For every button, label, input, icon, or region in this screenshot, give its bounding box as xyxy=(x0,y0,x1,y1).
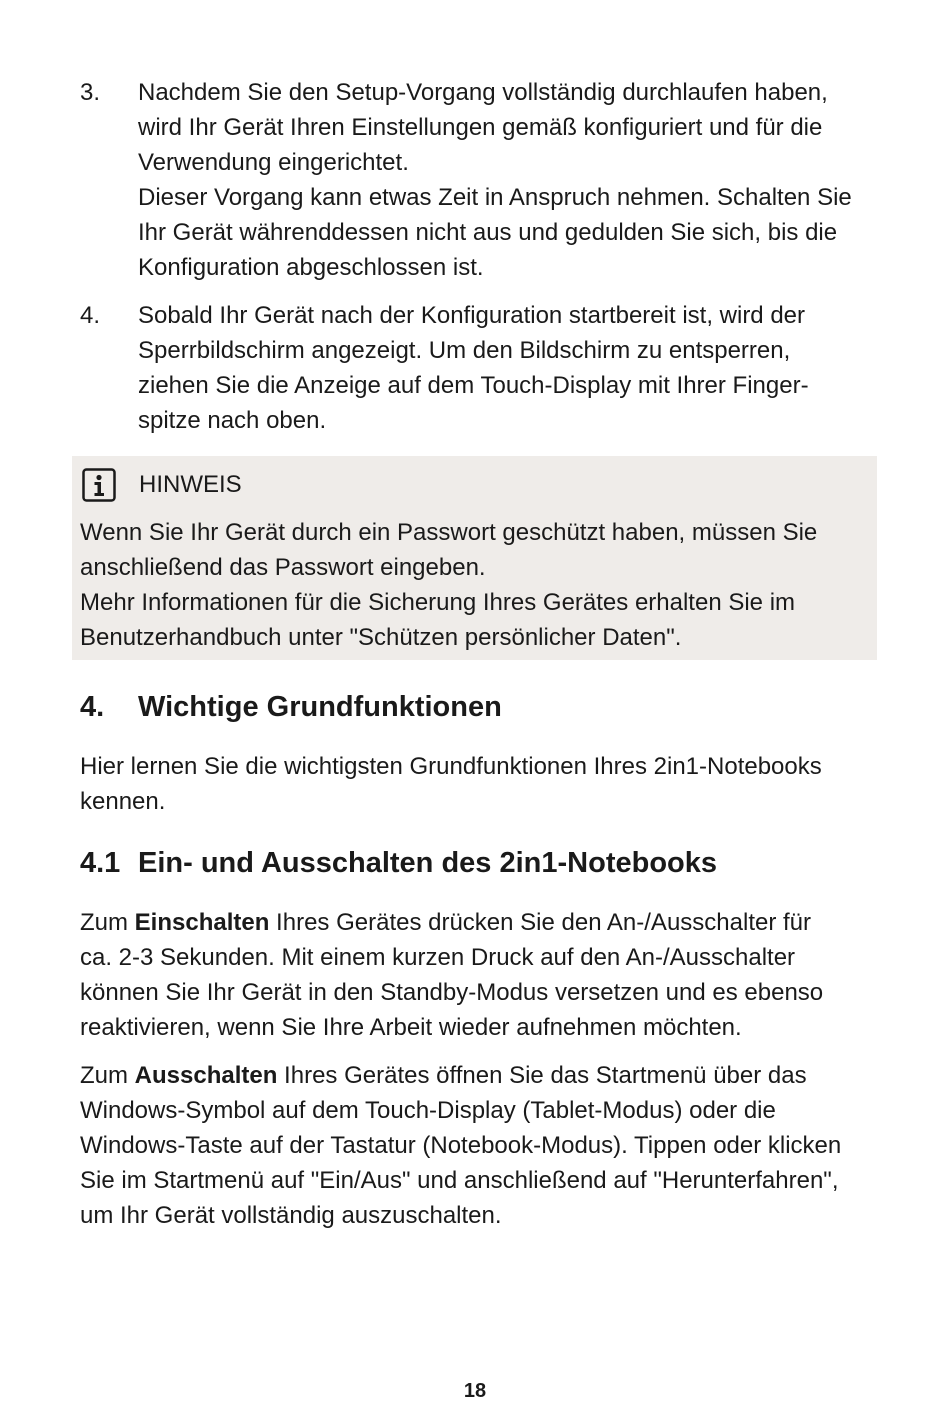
step-line: Verwendung eingerichtet. xyxy=(138,149,409,176)
step-line: Ihr Gerät währenddessen nicht aus und gedulden Sie sich, bis die xyxy=(138,219,838,246)
paragraph-line: Sie im Startmenü auf "Ein/Aus" und anschließend auf "Herunterfahren", xyxy=(80,1167,839,1194)
step-text xyxy=(138,298,880,438)
step-line: spitze nach oben. xyxy=(138,407,327,434)
paragraph-power-on xyxy=(80,905,870,1045)
subsection-title: Ein- und Ausschalten des 2in1-Notebooks xyxy=(138,847,718,879)
emphasis-text: Einschalten xyxy=(134,909,270,936)
note-line: Mehr Informationen für die Sicherung Ihres Gerätes erhalten Sie im xyxy=(80,589,796,616)
step-line: Konfiguration abgeschlossen ist. xyxy=(138,254,484,281)
paragraph-line: können Sie Ihr Gerät in den Standby-Modus versetzen und es ebenso xyxy=(80,979,824,1006)
step-line: Dieser Vorgang kann etwas Zeit in Anspruch nehmen. Schalten Sie xyxy=(138,184,852,211)
note-text xyxy=(80,515,870,655)
step-line: Sperrbildschirm angezeigt. Um den Bildschirm zu entsperren, xyxy=(138,337,791,364)
line-text: Ihres Gerätes drücken Sie den An-/Ausschalter für xyxy=(269,909,811,936)
paragraph-line: um Ihr Gerät vollständig auszuschalten. xyxy=(80,1202,502,1229)
section-heading xyxy=(80,689,502,725)
paragraph-line: Windows-Symbol auf dem Touch-Display (Tablet-Modus) oder die xyxy=(80,1097,776,1124)
info-icon xyxy=(82,468,116,502)
list-item-step-4 xyxy=(80,298,880,438)
intro-line: Hier lernen Sie die wichtigsten Grundfunktionen Ihres 2in1-Notebooks xyxy=(80,753,822,780)
section-intro xyxy=(80,749,870,819)
paragraph-power-off xyxy=(80,1058,870,1233)
note-header xyxy=(82,468,242,502)
lead-text: Zum xyxy=(80,1062,135,1089)
list-item-step-3 xyxy=(80,75,880,285)
step-line: wird Ihr Gerät Ihren Einstellungen gemäß konfiguriert und für die xyxy=(138,114,823,141)
note-line: Benutzerhandbuch unter "Schützen persönlicher Daten". xyxy=(80,624,682,651)
page-number: 18 xyxy=(463,1380,487,1402)
note-box xyxy=(72,456,877,660)
subsection-heading xyxy=(80,845,717,881)
emphasis-text: Ausschalten xyxy=(134,1062,278,1089)
paragraph-line xyxy=(80,905,870,940)
subsection-number: 4.1 xyxy=(80,847,121,879)
line-text: Ihres Gerätes öffnen Sie das Startmenü über das xyxy=(277,1062,807,1089)
note-line: Wenn Sie Ihr Gerät durch ein Passwort geschützt haben, müssen Sie xyxy=(80,519,818,546)
section-number: 4. xyxy=(80,691,105,723)
section-title: Wichtige Grundfunktionen xyxy=(138,691,502,723)
paragraph-line xyxy=(80,1058,870,1093)
step-number: 3. xyxy=(80,79,101,106)
step-number: 4. xyxy=(80,302,101,329)
step-line: ziehen Sie die Anzeige auf dem Touch-Display mit Ihrer Finger- xyxy=(138,372,809,399)
intro-line: kennen. xyxy=(80,788,166,815)
step-line: Nachdem Sie den Setup-Vorgang vollständig durchlaufen haben, xyxy=(138,79,828,106)
note-title: HINWEIS xyxy=(139,471,242,498)
note-line: anschließend das Passwort eingeben. xyxy=(80,554,486,581)
step-text xyxy=(138,75,880,285)
paragraph-line: Windows-Taste auf der Tastatur (Notebook-Modus). Tippen oder klicken xyxy=(80,1132,842,1159)
paragraph-line: reaktivieren, wenn Sie Ihre Arbeit wieder aufnehmen möchten. xyxy=(80,1014,742,1041)
paragraph-line: ca. 2-3 Sekunden. Mit einem kurzen Druck auf den An-/Ausschalter xyxy=(80,944,796,971)
lead-text: Zum xyxy=(80,909,135,936)
step-line: Sobald Ihr Gerät nach der Konfiguration startbereit ist, wird der xyxy=(138,302,806,329)
